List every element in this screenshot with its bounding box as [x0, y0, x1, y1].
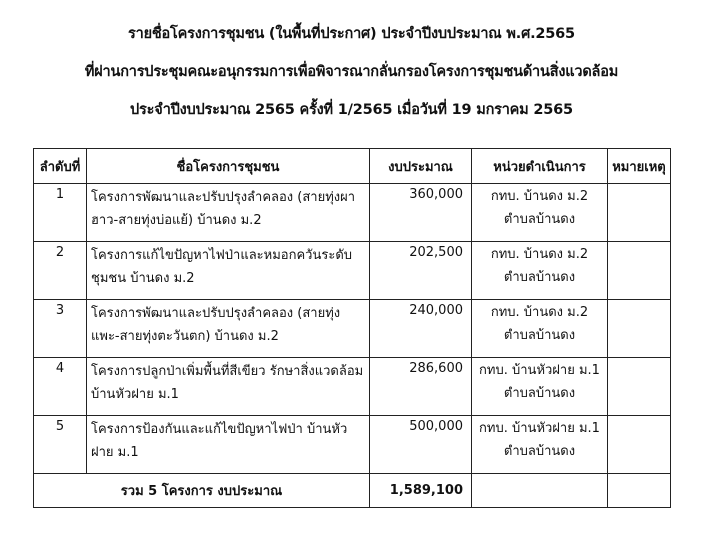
table-row — [34, 242, 671, 300]
project-name: โครงการป้องกันและแก้ไขปัญหาไฟป่า บ้านหัวฝาย ม.1 — [87, 416, 370, 474]
project-note — [608, 242, 671, 300]
table-row — [34, 184, 671, 242]
project-agency — [472, 184, 608, 242]
agency-subdistrict: ตำบลบ้านดง — [503, 212, 576, 227]
project-agency — [472, 358, 608, 416]
column-header-no: ลำดับที่ — [34, 149, 87, 184]
row-number: 3 — [34, 300, 87, 358]
agency-subdistrict: ตำบลบ้านดง — [503, 328, 576, 343]
column-header-agency: หน่วยดำเนินการ — [472, 149, 608, 184]
column-header-note: หมายเหตุ — [608, 149, 671, 184]
total-note-empty — [608, 474, 671, 508]
table-row — [34, 300, 671, 358]
project-note — [608, 300, 671, 358]
agency-fund: กทบ. บ้านดง ม.2 — [490, 305, 589, 320]
document-title-line-3: ประจำปีงบประมาณ 2565 ครั้งที่ 1/2565 เมื่อวันที่ 19 มกราคม 2565 — [130, 102, 573, 118]
table-header-row — [34, 149, 671, 184]
project-agency — [472, 242, 608, 300]
project-note — [608, 416, 671, 474]
agency-fund: กทบ. บ้านหัวฝาย ม.1 — [479, 421, 600, 436]
table-row — [34, 416, 671, 474]
project-name: โครงการพัฒนาและปรับปรุงลำคลอง (สายทุ่งผาฮาว-สายทุ่งบ่อแย้) บ้านดง ม.2 — [87, 184, 370, 242]
project-name: โครงการปลูกป่าเพิ่มพื้นที่สีเขียว รักษาสิ่งแวดล้อม บ้านหัวฝาย ม.1 — [87, 358, 370, 416]
row-number: 5 — [34, 416, 87, 474]
project-budget: 240,000 — [370, 300, 472, 358]
total-budget: 1,589,100 — [370, 474, 472, 508]
agency-subdistrict: ตำบลบ้านดง — [503, 444, 576, 459]
project-table — [33, 148, 671, 508]
total-agency-empty — [472, 474, 608, 508]
row-number: 1 — [34, 184, 87, 242]
project-name: โครงการพัฒนาและปรับปรุงลำคลอง (สายทุ่งแพะ-สายทุ่งตะวันตก) บ้านดง ม.2 — [87, 300, 370, 358]
project-name: โครงการแก้ไขปัญหาไฟป่าและหมอกควันระดับชุมชน บ้านดง ม.2 — [87, 242, 370, 300]
row-number: 2 — [34, 242, 87, 300]
agency-fund: กทบ. บ้านดง ม.2 — [490, 189, 589, 204]
agency-subdistrict: ตำบลบ้านดง — [503, 270, 576, 285]
document-title-line-1: รายชื่อโครงการชุมชน (ในพื้นที่ประกาศ) ประจำปีงบประมาณ พ.ศ.2565 — [128, 26, 575, 42]
total-row — [34, 474, 671, 508]
row-number: 4 — [34, 358, 87, 416]
total-label: รวม 5 โครงการ งบประมาณ — [34, 474, 370, 508]
agency-fund: กทบ. บ้านหัวฝาย ม.1 — [479, 363, 600, 378]
project-agency — [472, 416, 608, 474]
agency-subdistrict: ตำบลบ้านดง — [503, 386, 576, 401]
project-budget: 202,500 — [370, 242, 472, 300]
column-header-project-name: ชื่อโครงการชุมชน — [87, 149, 370, 184]
project-note — [608, 184, 671, 242]
table-row — [34, 358, 671, 416]
project-budget: 500,000 — [370, 416, 472, 474]
project-agency — [472, 300, 608, 358]
project-note — [608, 358, 671, 416]
agency-fund: กทบ. บ้านดง ม.2 — [490, 247, 589, 262]
document-title-line-2: ที่ผ่านการประชุมคณะอนุกรรมการเพื่อพิจารณากลั่นกรองโครงการชุมชนด้านสิ่งแวดล้อม — [84, 64, 619, 80]
project-budget: 286,600 — [370, 358, 472, 416]
column-header-budget: งบประมาณ — [370, 149, 472, 184]
project-budget: 360,000 — [370, 184, 472, 242]
